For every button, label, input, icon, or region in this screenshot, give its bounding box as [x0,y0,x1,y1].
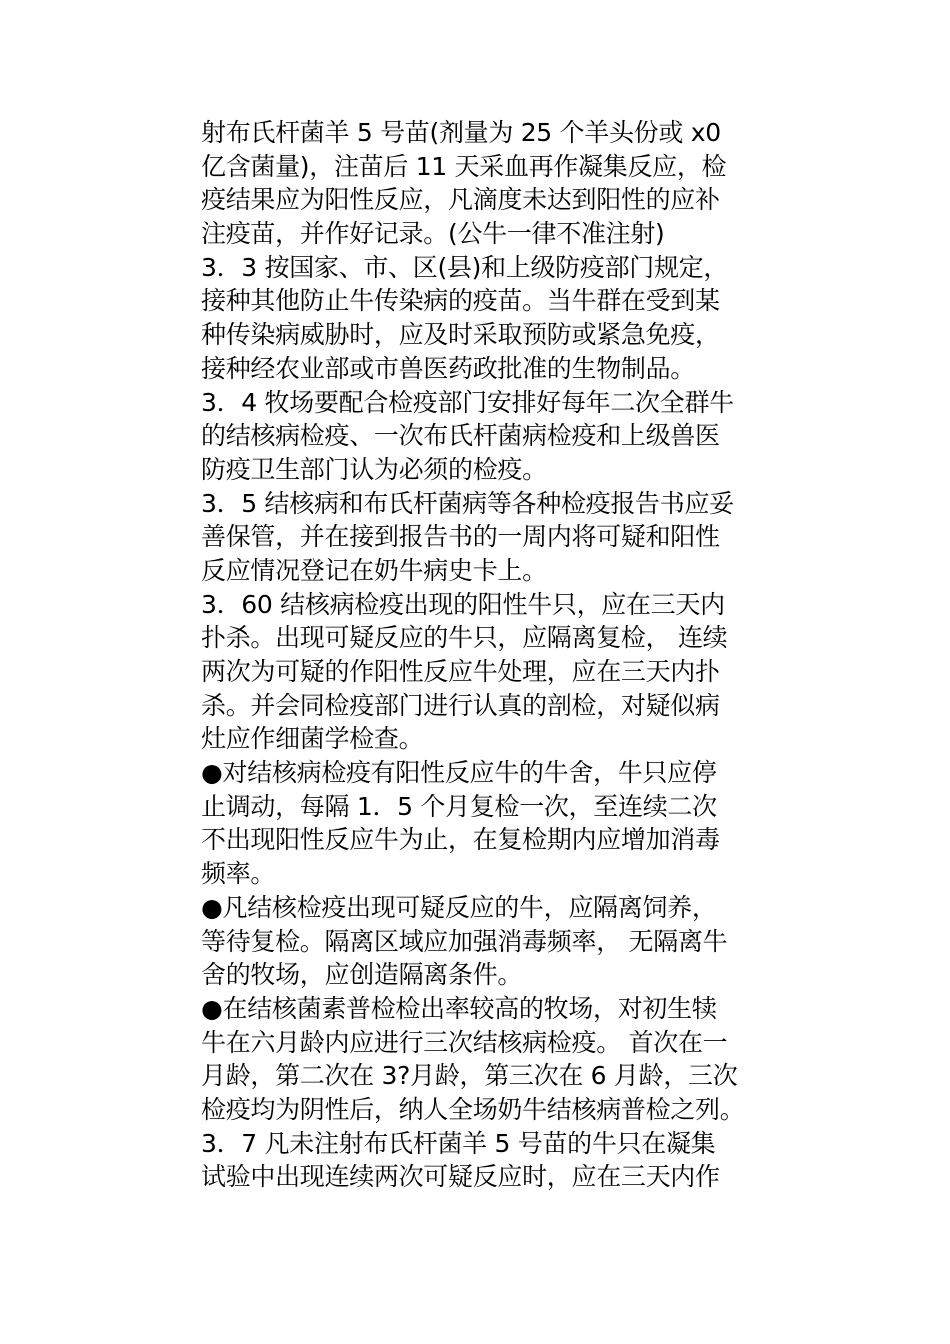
text-line: 牛在六月龄内应进行三次结核病检疫。 首次在一 [201,1027,728,1057]
text-line: 3．3 按国家、市、区(县)和上级防疫部门规定， [201,252,729,282]
text-line: 接种经农业部或市兽医药政批准的生物制品。 [201,353,696,383]
text-line: 两次为可疑的作阳性反应牛处理，应在三天内扑 [201,657,720,686]
text-line: 3．7 凡未注射布氏杆菌羊 5 号苗的牛只在凝集 [201,1128,716,1158]
text-line: 的结核病检疫、一次布氏杆菌病检疫和上级兽医 [201,421,720,451]
text-line: 注疫苗，并作好记录。(公牛一律不准注射) [201,219,665,249]
text-line: 频率。 [201,859,276,889]
text-line: 3．4 牧场要配合检疫部门安排好每年二次全群牛 [201,387,734,417]
text-line: 3．5 结核病和布氏杆菌病等各种检疫报告书应妥 [201,488,734,518]
text-line: 舍的牧场，应创造隔离条件。 [201,960,523,990]
text-line: 疫结果应为阳性反应，凡滴度未达到阳性的应补 [201,185,720,215]
text-line: 接种其他防止牛传染病的疫苗。当牛群在受到某 [201,286,720,316]
text-line: 扑杀。出现可疑反应的牛只，应隔离复检， 连续 [201,623,728,653]
text-line: 月龄，第二次在 3?月龄，第三次在 6 月龄，三次 [201,1061,738,1091]
text-line: 不出现阳性反应牛为止，在复检期内应增加消毒 [201,825,720,855]
text-line: 射布氏杆菌羊 5 号苗(剂量为 25 个羊头份或 x0 [201,118,721,147]
text-line: 止调动，每隔 1．5 个月复检一次，至连续二次 [201,791,717,821]
text-line: 检疫均为阴性后，纳人全场奶牛结核病普检之列。 [201,1094,745,1124]
text-line: 善保管，并在接到报告书的一周内将可疑和阳性 [201,522,720,552]
text-line: ●凡结核检疫出现可疑反应的牛，应隔离饲养， [201,892,717,922]
text-line: 种传染病威胁时，应及时采取预防或紧急免疫， [201,320,720,350]
text-line: ●在结核菌素普检检出率较高的牧场，对初生犊 [201,993,717,1023]
text-line: 3．60 结核病检疫出现的阳性牛只，应在三天内 [201,589,725,619]
text-line: 亿含菌量)，注苗后 11 天采血再作凝集反应，检 [201,151,727,181]
text-line: 等待复检。隔离区域应加强消毒频率， 无隔离牛 [201,926,728,956]
text-line: ●对结核病检疫有阳性反应牛的牛舍，牛只应停 [201,758,717,788]
text-line: 灶应作细菌学检查。 [201,724,424,754]
text-line: 防疫卫生部门认为必须的检疫。 [201,454,547,484]
text-line: 试验中出现连续两次可疑反应时，应在三天内作 [201,1162,720,1192]
text-line: 杀。并会同检疫部门进行认真的剖检，对疑似病 [201,690,720,720]
document-body [201,116,761,1194]
text-line: 反应情况登记在奶牛病史卡上。 [201,555,547,585]
